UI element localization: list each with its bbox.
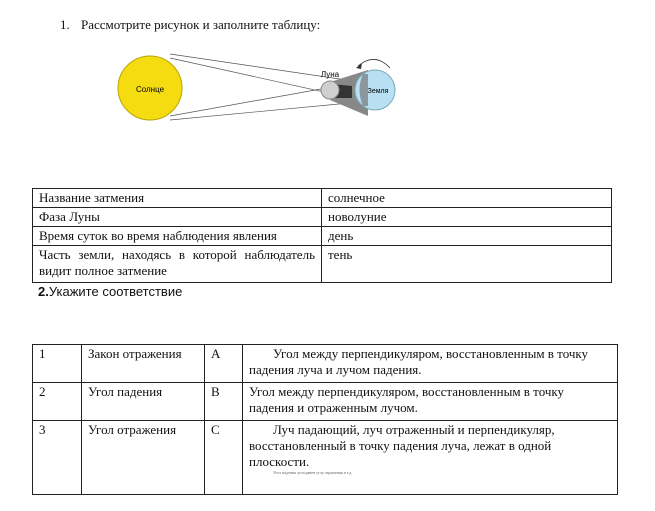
cell: 1 (33, 345, 82, 383)
task2-text: Укажите соответствие (48, 284, 183, 299)
cell: Угол отражения (82, 421, 205, 495)
cell: Угол падения (82, 383, 205, 421)
cell: Часть земли, находясь в которой наблюдатель видит полное затмение (33, 246, 322, 283)
cell: 3 (33, 421, 82, 495)
cell-text: Луч падающий, луч отраженный и перпендикуляр, восстановленный в точку падения луча, лежат в одной плоскости. (249, 422, 555, 469)
cell: В (205, 383, 243, 421)
cell: Угол между перпендикуляром, восстановленным в точку падения и отраженным лучом. (243, 383, 618, 421)
task1-number: 1. (60, 17, 70, 32)
matching-table (32, 344, 618, 495)
rotation-arrow-icon (358, 59, 390, 68)
cell: Время суток во время наблюдения явления (33, 227, 322, 246)
cell: день (322, 227, 612, 246)
cell: С (205, 421, 243, 495)
cell: Фаза Луны (33, 208, 322, 227)
solar-eclipse-diagram (100, 40, 420, 150)
cell: Закон отражения (82, 345, 205, 383)
cell: новолуние (322, 208, 612, 227)
moon-label: Луна (320, 70, 340, 79)
cell: Угол между перпендикуляром, восстановленным в точку падения луча и лучом падения. (243, 345, 618, 383)
cell (243, 421, 618, 495)
cell: 2 (33, 383, 82, 421)
eclipse-table (32, 188, 612, 283)
task1-text: Рассмотрите рисунок и заполните таблицу: (81, 17, 321, 32)
cell: А (205, 345, 243, 383)
earth-label: Земля (367, 88, 389, 95)
task1-heading (60, 17, 320, 33)
task2-heading (38, 284, 182, 299)
footnote: Угол падения луча равен углу отражения и т.д. (273, 470, 353, 475)
cell: тень (322, 246, 612, 283)
cell: солнечное (322, 189, 612, 208)
moon-icon (321, 81, 339, 99)
cell: Название затмения (33, 189, 322, 208)
task2-number: 2. (38, 284, 49, 299)
sun-label: Солнце (135, 85, 165, 94)
